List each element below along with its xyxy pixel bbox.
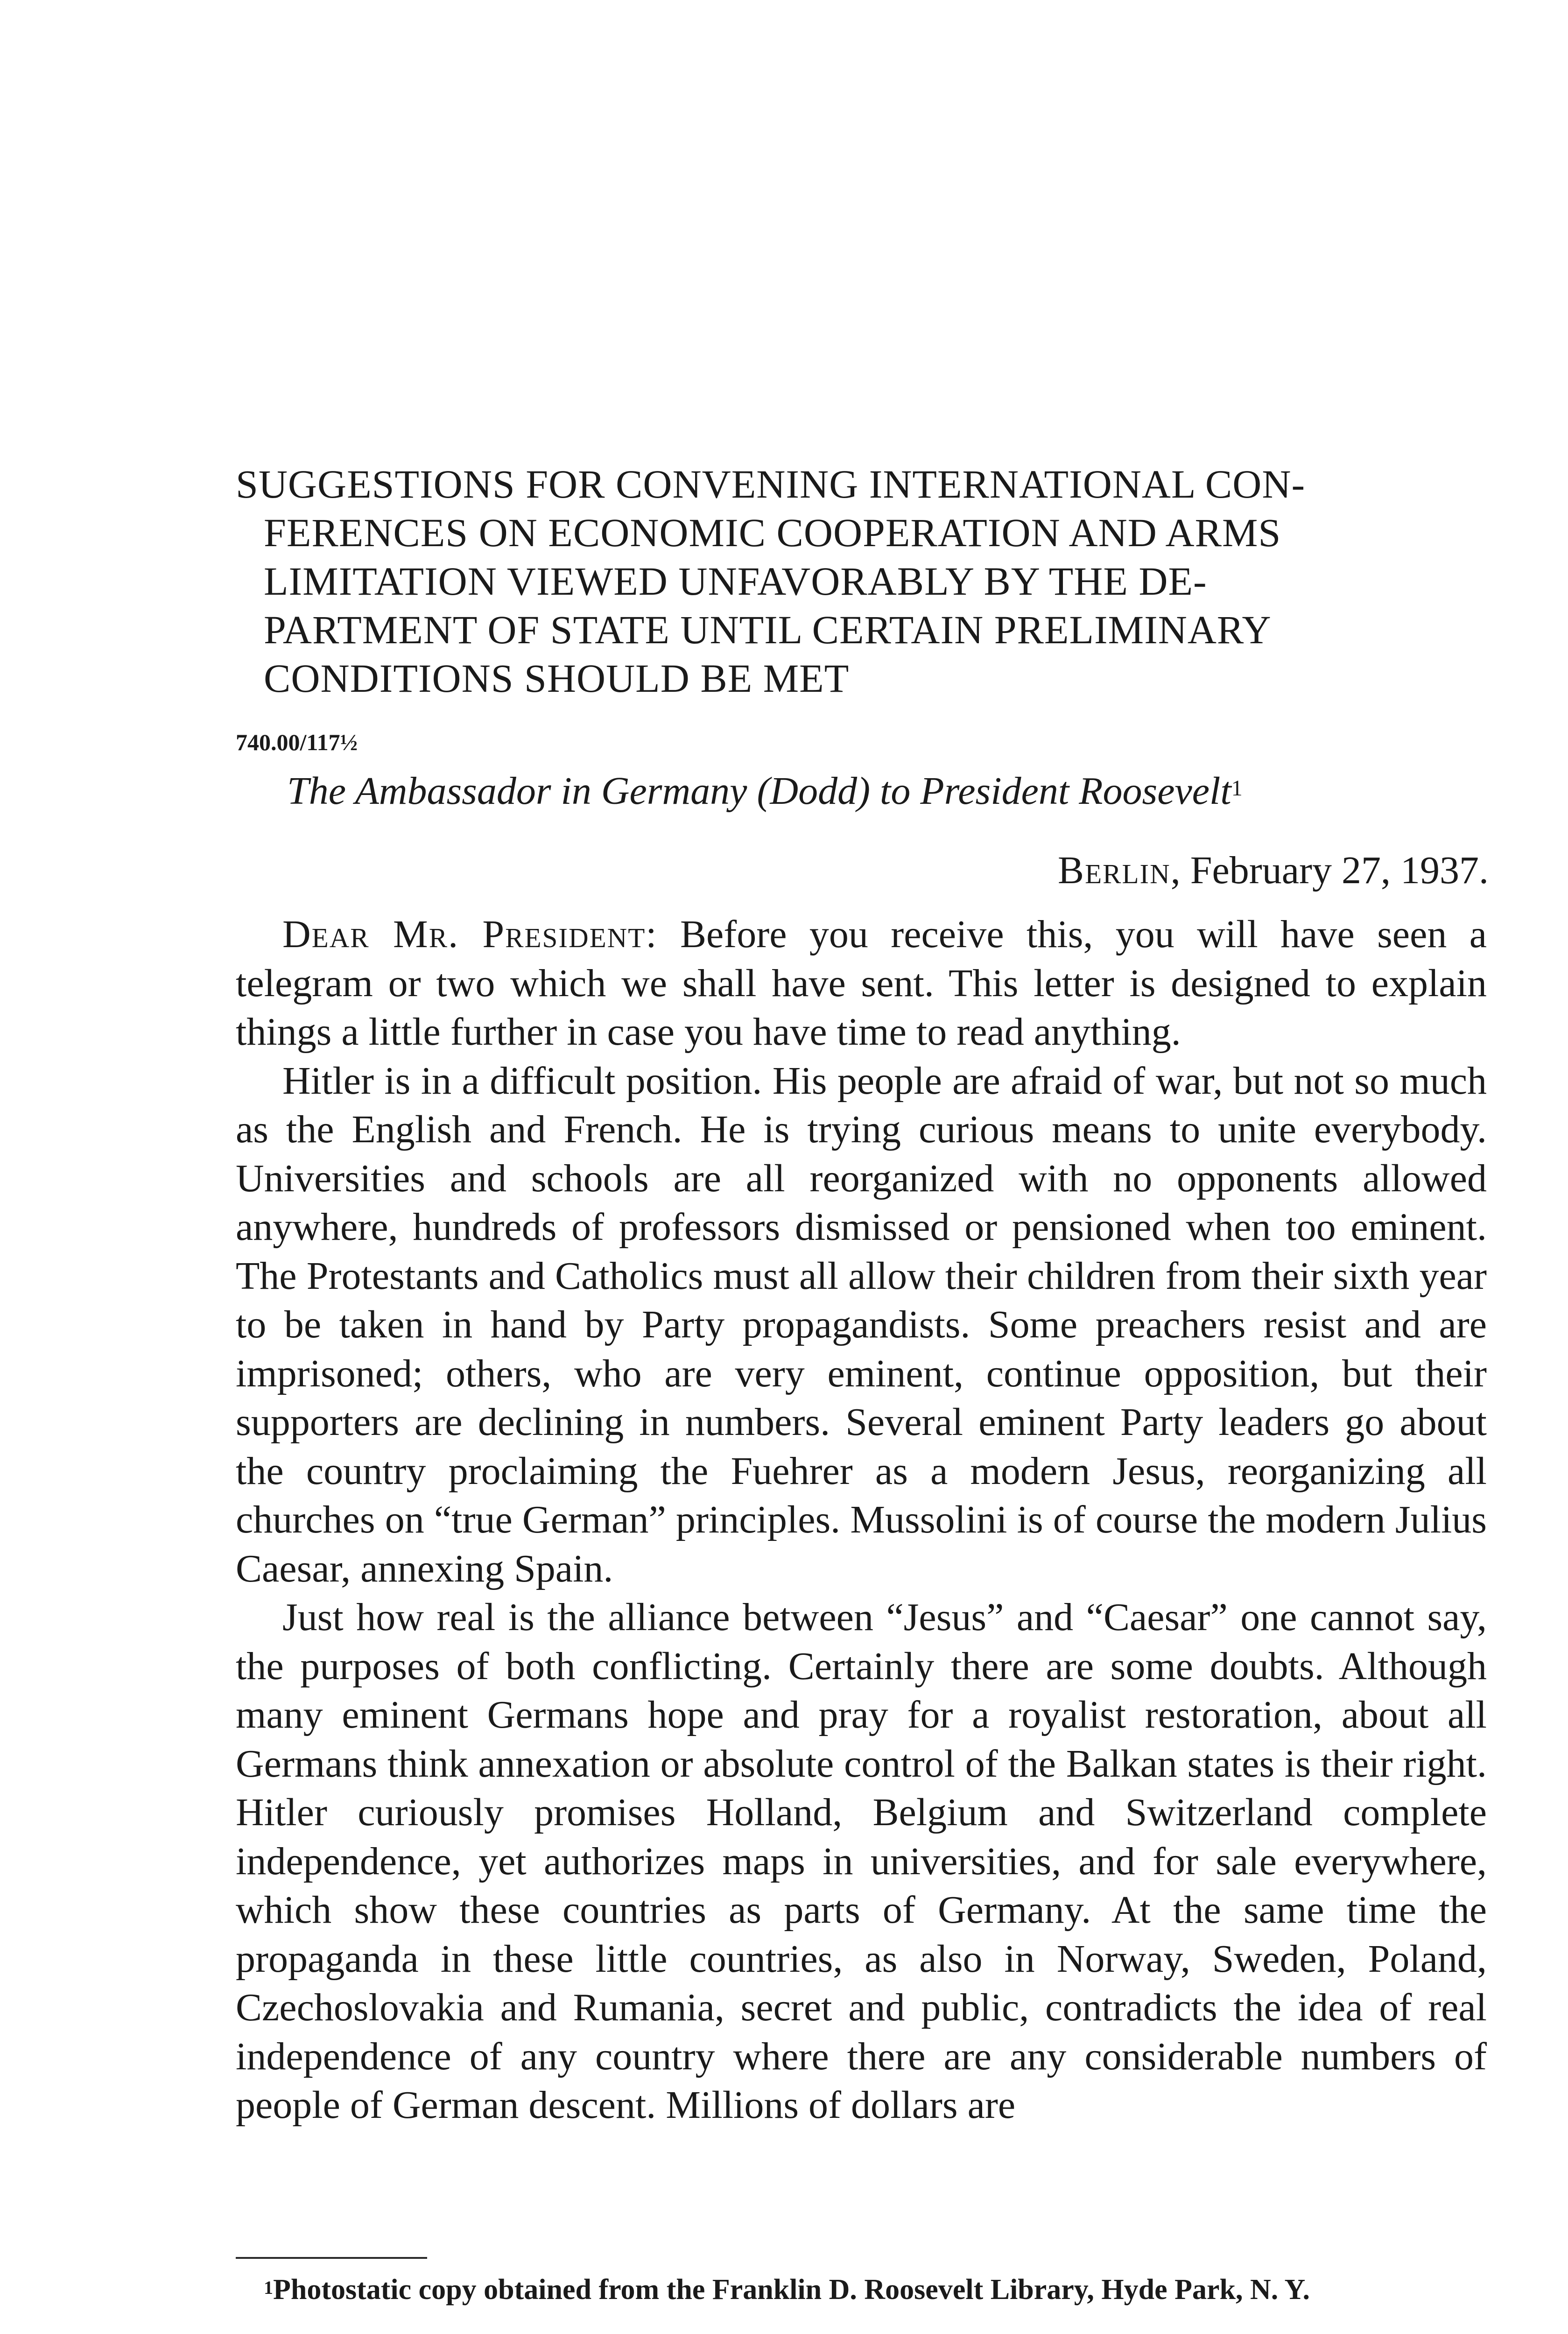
- dateline-date: , February 27, 1937.: [1170, 849, 1489, 892]
- heading-line: FERENCES ON ECONOMIC COOPERATION AND ARMS: [264, 510, 1281, 555]
- heading-line: LIMITATION VIEWED UNFAVORABLY BY THE DE-: [264, 559, 1207, 604]
- footnote: [236, 2271, 1487, 2308]
- section-heading: [236, 460, 1487, 703]
- document-title: [287, 768, 1243, 815]
- heading-line: PARTMENT OF STATE UNTIL CERTAIN PRELIMINARY: [264, 607, 1272, 652]
- document-title-text: The Ambassador in Germany (Dodd) to President Roosevelt: [287, 769, 1231, 813]
- footnote-divider: [236, 2257, 427, 2259]
- heading-line: CONDITIONS SHOULD BE MET: [264, 656, 850, 701]
- footnote-reference: 1: [1231, 776, 1243, 801]
- paragraph: Just how real is the alliance between “Jesus” and “Caesar” one cannot say, the purposes of both conflicting. Certainly there are some doubts. Although many eminent Germans hope and pray for a royalist restoration, about all Germans think annexation or absolute control of the Balkan states is their right. Hitler curiously promises Holland, Belgium and Switzerland complete independence, yet authorizes maps in universities, and for sale everywhere, which show these countries as parts of Germany. At the same time the propaganda in these little countries, as also in Norway, Sweden, Poland, Czechoslovakia and Rumania, secret and public, contradicts the idea of real independence of any country where there are any considerable numbers of people of German descent. Millions of dollars are: [236, 1596, 1487, 2127]
- heading-line: SUGGESTIONS FOR CONVENING INTERNATIONAL CON-: [236, 462, 1306, 506]
- footnote-text: Photostatic copy obtained from the Franklin D. Roosevelt Library, Hyde Park, N. Y.: [273, 2274, 1310, 2306]
- paragraph: [236, 910, 1487, 1057]
- paragraph: Hitler is in a difficult position. His people are afraid of war, but not so much as the English and French. He is trying curious means to unite everybody. Universities and schools are all reorganized with no opponents allowed anywhere, hundreds of professors dismissed or pensioned when too eminent. The Protestants and Catholics must all allow their children from their sixth year to be taken in hand by Party propagandists. Some preachers resist and are imprisoned; others, who are very eminent, continue opposition, but their supporters are declining in numbers. Several eminent Party leaders go about the country proclaiming the Fuehrer as a modern Jesus, reorganizing all churches on “true German” principles. Mussolini is of course the modern Julius Caesar, annexing Spain.: [236, 1059, 1487, 1590]
- footnote-marker: 1: [264, 2277, 273, 2298]
- letter-body: [236, 910, 1487, 2130]
- salutation: Dear Mr. President:: [282, 913, 658, 956]
- dateline: [1058, 847, 1489, 894]
- dateline-place: Berlin: [1058, 849, 1171, 892]
- paragraph-text: Before you receive this, you will have seen a telegram or two which we shall have sent. This letter is designed to explain things a little further in case you have time to read anything.: [236, 913, 1487, 1054]
- file-number: 740.00/117½: [236, 729, 358, 755]
